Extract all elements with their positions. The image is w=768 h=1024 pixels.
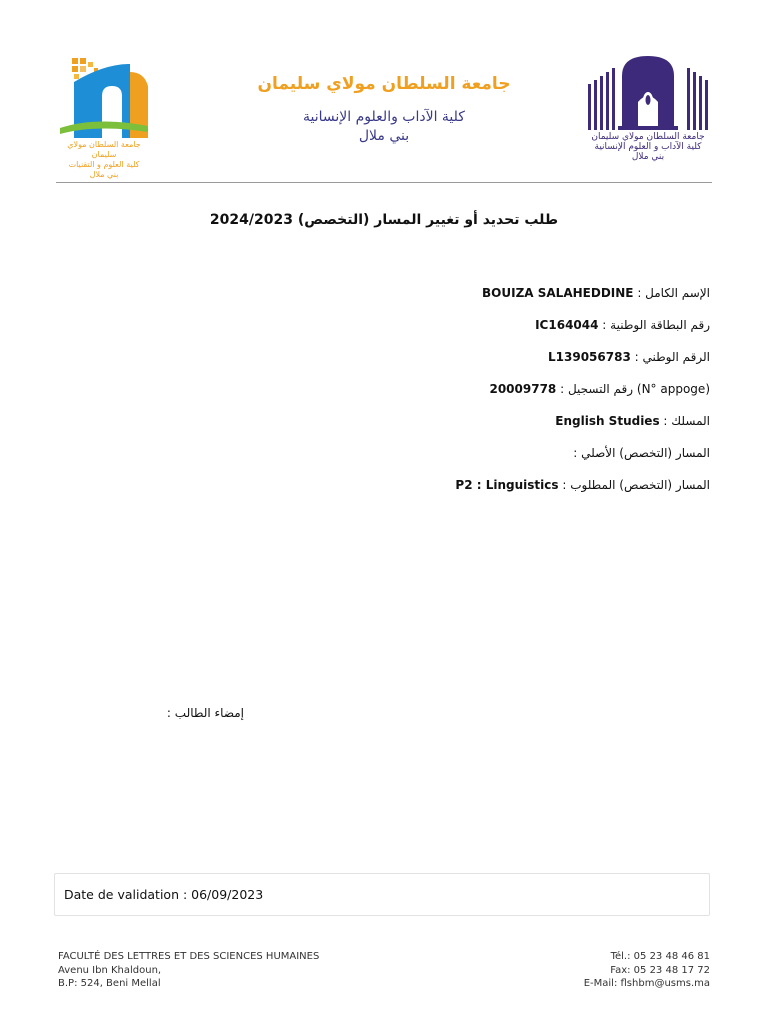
field-registration-number (300, 380, 710, 412)
right-logo-caption-line: جامعة السلطان مولاي سليمان (591, 132, 705, 142)
right-logo-caption-line: كلية الآداب و العلوم الإنسانية (594, 142, 702, 152)
field-original-track (300, 444, 710, 476)
left-logo-caption-line: جامعة السلطان مولاي سليمان (67, 140, 141, 159)
student-fields (300, 284, 710, 508)
field-value: 20009778 (489, 382, 557, 396)
left-logo-caption-line: بني ملال (89, 170, 119, 179)
right-logo (584, 54, 712, 170)
faculty-city: بني ملال (358, 128, 410, 144)
field-program (300, 412, 710, 444)
field-value: English Studies (555, 414, 660, 428)
field-national-id-card (300, 316, 710, 348)
footer-fax: Fax: 05 23 48 17 72 (610, 964, 710, 976)
field-value: P2 : Linguistics (455, 478, 559, 492)
right-logo-caption-line: بني ملال (631, 152, 665, 162)
footer-line: B.P: 524, Beni Mellal (58, 978, 161, 989)
left-logo-caption-line: كلية العلوم و التقنيات (68, 160, 140, 169)
field-value: L139056783 (548, 350, 631, 364)
header-divider (56, 182, 712, 183)
footer-line: FACULTÉ DES LETTRES ET DES SCIENCES HUMAINES (58, 951, 320, 962)
field-value: IC164044 (535, 318, 599, 332)
field-label: (N° appoge) رقم التسجيل : (560, 382, 710, 396)
footer-address (58, 950, 319, 991)
field-value: BOUIZA SALAHEDDINE (482, 286, 634, 300)
footer-line: Avenu Ibn Khaldoun, (58, 964, 162, 976)
document-title: طلب تحديد أو تغيير المسار (التخصص) 2024/2023 (209, 212, 559, 228)
footer-contact (584, 950, 710, 991)
field-label: رقم البطاقة الوطنية : (602, 318, 710, 332)
right-logo-emblem-icon (584, 54, 712, 134)
field-label: المسلك : (663, 414, 710, 428)
field-label: المسار (التخصص) المطلوب : (562, 478, 710, 492)
field-requested-track (300, 476, 710, 508)
faculty-line: كلية الآداب والعلوم الإنسانية (303, 109, 465, 125)
validation-box (54, 873, 710, 916)
left-logo (56, 56, 152, 179)
validation-date: Date de validation : 06/09/2023 (64, 887, 264, 902)
field-label: الرقم الوطني : (634, 350, 710, 364)
field-national-number (300, 348, 710, 380)
left-logo-emblem-icon (56, 56, 152, 144)
header-center (200, 74, 568, 146)
footer-phone: Tél.: 05 23 48 46 81 (610, 951, 710, 962)
university-name: جامعة السلطان مولاي سليمان (257, 74, 511, 94)
faculty-name (200, 108, 568, 146)
student-signature-label: إمضاء الطالب : (166, 706, 244, 720)
field-full-name (300, 284, 710, 316)
field-label: المسار (التخصص) الأصلي : (573, 446, 710, 460)
field-label: الإسم الكامل : (637, 286, 710, 300)
footer-email: E-Mail: flshbm@usms.ma (583, 978, 710, 989)
